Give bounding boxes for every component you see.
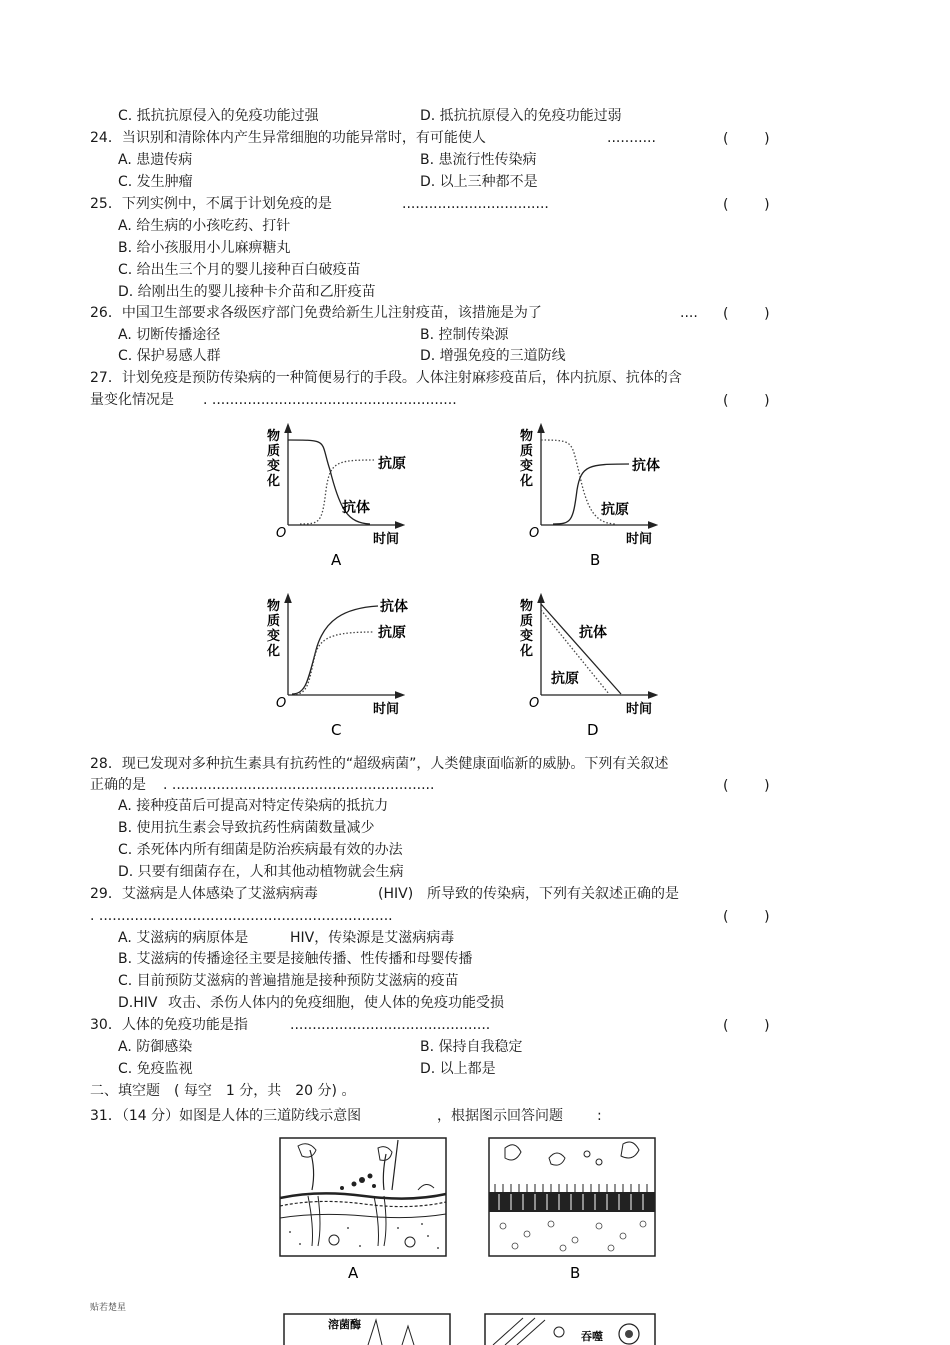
q29-option-b: B. 艾滋病的传播途径主要是接触传播、性传播和母婴传播 bbox=[118, 951, 473, 967]
y-label-3: 变 bbox=[267, 459, 281, 474]
page-footer: 贴若楚星 bbox=[90, 1303, 127, 1313]
graph-letter: C bbox=[331, 721, 342, 739]
origin-label: O bbox=[276, 696, 287, 711]
q25-option-d: D. 给刚出生的婴儿接种卡介苗和乙肝疫苗 bbox=[118, 284, 376, 300]
q26-option-a: A. 切断传播途径 bbox=[118, 327, 221, 343]
x-label: 时间 bbox=[373, 702, 400, 717]
q29-option-a-part1: A. 艾滋病的病原体是 bbox=[118, 930, 249, 946]
antigen-label: 抗原 bbox=[601, 502, 629, 518]
q28-option-b: B. 使用抗生素会导致抗药性病菌数量减少 bbox=[118, 820, 375, 836]
y-label-1: 物 bbox=[520, 429, 534, 444]
defense-figure-b bbox=[487, 1136, 659, 1286]
q24-stem: 24．当识别和清除体内产生异常细胞的功能异常时，有可能使人 bbox=[90, 130, 486, 146]
defense-figure-c bbox=[282, 1312, 454, 1345]
origin-label: O bbox=[276, 526, 287, 541]
y-label-2: 质 bbox=[520, 614, 534, 629]
graph-letter: D bbox=[587, 721, 599, 739]
defense-figure-a bbox=[278, 1136, 450, 1286]
antibody-label: 抗体 bbox=[380, 599, 408, 615]
q27-answer-blank: ( ) bbox=[723, 393, 770, 409]
q27-stem-line2: 量变化情况是 bbox=[90, 392, 174, 408]
graph-letter: A bbox=[331, 551, 342, 569]
origin-label: O bbox=[529, 526, 540, 541]
y-label-2: 质 bbox=[520, 444, 534, 459]
q26-stem: 26．中国卫生部要求各级医疗部门免费给新生儿注射疫苗，该措施是为了 bbox=[90, 305, 542, 321]
q29-stem-part3: 所导致的传染病，下列有关叙述正确的是 bbox=[427, 886, 679, 902]
q25-answer-blank: ( ) bbox=[723, 197, 770, 213]
graph-letter: B bbox=[590, 551, 601, 569]
antibody-label: 抗体 bbox=[342, 500, 370, 516]
y-label-3: 变 bbox=[267, 629, 281, 644]
q28-option-c: C. 杀死体内所有细菌是防治疾病最有效的办法 bbox=[118, 842, 403, 858]
q24-option-c: C. 发生肿瘤 bbox=[118, 174, 193, 190]
q25-stem: 25．下列实例中，不属于计划免疫的是 bbox=[90, 196, 332, 212]
x-label: 时间 bbox=[373, 532, 400, 547]
q30-option-d: D. 以上都是 bbox=[420, 1061, 496, 1077]
q25-option-b: B. 给小孩服用小儿麻痹糖丸 bbox=[118, 240, 291, 256]
y-label-3: 变 bbox=[520, 459, 534, 474]
q28-stem-line1: 28．现已发现对多种抗生素具有抗药性的“超级病菌”，人类健康面临新的威胁。下列有关叙述 bbox=[90, 756, 669, 772]
antigen-label: 抗原 bbox=[378, 456, 406, 472]
q31-stem-part2: ，根据图示回答问题 bbox=[437, 1108, 563, 1124]
q24-option-b: B. 患流行性传染病 bbox=[420, 152, 537, 168]
q31-stem-part3: : bbox=[597, 1108, 602, 1124]
antibody-curve bbox=[292, 606, 378, 694]
section-title: 二、填空题 ( 每空 1 分，共 20 分) 。 bbox=[90, 1083, 356, 1099]
y-label-1: 物 bbox=[267, 599, 281, 614]
q28-option-a: A. 接种疫苗后可提高对特定传染病的抵抗力 bbox=[118, 798, 389, 814]
q30-option-b: B. 保持自我稳定 bbox=[420, 1039, 523, 1055]
x-label: 时间 bbox=[626, 702, 653, 717]
q24-answer-blank: ( ) bbox=[723, 131, 770, 147]
q31-stem-part1: 31．（14 分）如图是人体的三道防线示意图 bbox=[90, 1108, 362, 1124]
q28-dots: . ........................................................... bbox=[163, 777, 435, 793]
antigen-label: 抗原 bbox=[378, 625, 406, 641]
q29-option-d-part2: 攻击、杀伤人体内的免疫细胞，使人体的免疫功能受损 bbox=[168, 995, 504, 1011]
phagocyte-label: 吞噬 bbox=[581, 1330, 603, 1343]
figure-b-letter: B bbox=[570, 1264, 581, 1282]
q29-option-c: C. 目前预防艾滋病的普遍措施是接种预防艾滋病的疫苗 bbox=[118, 973, 459, 989]
q23-option-d: D. 抵抗抗原侵入的免疫功能过弱 bbox=[420, 108, 622, 124]
q26-option-c: C. 保护易感人群 bbox=[118, 348, 221, 364]
q30-stem: 30．人体的免疫功能是指 bbox=[90, 1017, 248, 1033]
graph-a bbox=[260, 420, 420, 570]
y-label-4: 化 bbox=[267, 474, 281, 489]
antigen-label: 抗原 bbox=[551, 671, 579, 687]
y-label-1: 物 bbox=[267, 429, 281, 444]
q26-dots: .... bbox=[680, 305, 698, 321]
q24-option-d: D. 以上三种都不是 bbox=[420, 174, 538, 190]
q27-stem-line1: 27．计划免疫是预防传染病的一种简便易行的手段。人体注射麻疹疫苗后，体内抗原、抗体的含 bbox=[90, 370, 682, 386]
q29-option-d-part1: D.HIV bbox=[118, 995, 158, 1011]
q25-dots: ................................. bbox=[402, 196, 549, 212]
q26-answer-blank: ( ) bbox=[723, 306, 770, 322]
q23-option-c: C. 抵抗抗原侵入的免疫功能过强 bbox=[118, 108, 319, 124]
graph-c bbox=[260, 590, 420, 740]
q25-option-a: A. 给生病的小孩吃药、打针 bbox=[118, 218, 291, 234]
q24-dots: ........... bbox=[607, 130, 656, 146]
q24-option-a: A. 患遗传病 bbox=[118, 152, 193, 168]
q26-option-b: B. 控制传染源 bbox=[420, 327, 509, 343]
q29-option-a-part2: HIV，传染源是艾滋病病毒 bbox=[290, 930, 455, 946]
q28-stem-line2: 正确的是 bbox=[90, 777, 146, 793]
q30-answer-blank: ( ) bbox=[723, 1018, 770, 1034]
y-label-4: 化 bbox=[267, 644, 281, 659]
x-label: 时间 bbox=[626, 532, 653, 547]
y-label-2: 质 bbox=[267, 444, 281, 459]
y-label-4: 化 bbox=[520, 474, 534, 489]
q29-stem-part2: (HIV) bbox=[378, 886, 414, 902]
enzyme-label: 溶菌酶 bbox=[328, 1318, 361, 1331]
q29-dots: . .................................................................. bbox=[90, 908, 393, 924]
y-label-3: 变 bbox=[520, 629, 534, 644]
figure-a-letter: A bbox=[348, 1264, 359, 1282]
antibody-label: 抗体 bbox=[579, 625, 607, 641]
q29-stem-part1: 29．艾滋病是人体感染了艾滋病病毒 bbox=[90, 886, 318, 902]
origin-label: O bbox=[529, 696, 540, 711]
q30-option-c: C. 免疫监视 bbox=[118, 1061, 193, 1077]
q25-option-c: C. 给出生三个月的婴儿接种百白破疫苗 bbox=[118, 262, 361, 278]
graph-b bbox=[513, 420, 673, 570]
y-label-4: 化 bbox=[520, 644, 534, 659]
y-label-1: 物 bbox=[520, 599, 534, 614]
q28-option-d: D. 只要有细菌存在，人和其他动植物就会生病 bbox=[118, 864, 404, 880]
y-label-2: 质 bbox=[267, 614, 281, 629]
defense-figure-d bbox=[483, 1312, 659, 1345]
q26-option-d: D. 增强免疫的三道防线 bbox=[420, 348, 566, 364]
antibody-label: 抗体 bbox=[632, 458, 660, 474]
q28-answer-blank: ( ) bbox=[723, 778, 770, 794]
q29-answer-blank: ( ) bbox=[723, 909, 770, 925]
q30-dots: ............................................. bbox=[290, 1017, 491, 1033]
q30-option-a: A. 防御感染 bbox=[118, 1039, 193, 1055]
antigen-curve bbox=[296, 632, 374, 694]
graph-d bbox=[513, 590, 673, 740]
q27-dots: . ....................................................... bbox=[203, 392, 457, 408]
